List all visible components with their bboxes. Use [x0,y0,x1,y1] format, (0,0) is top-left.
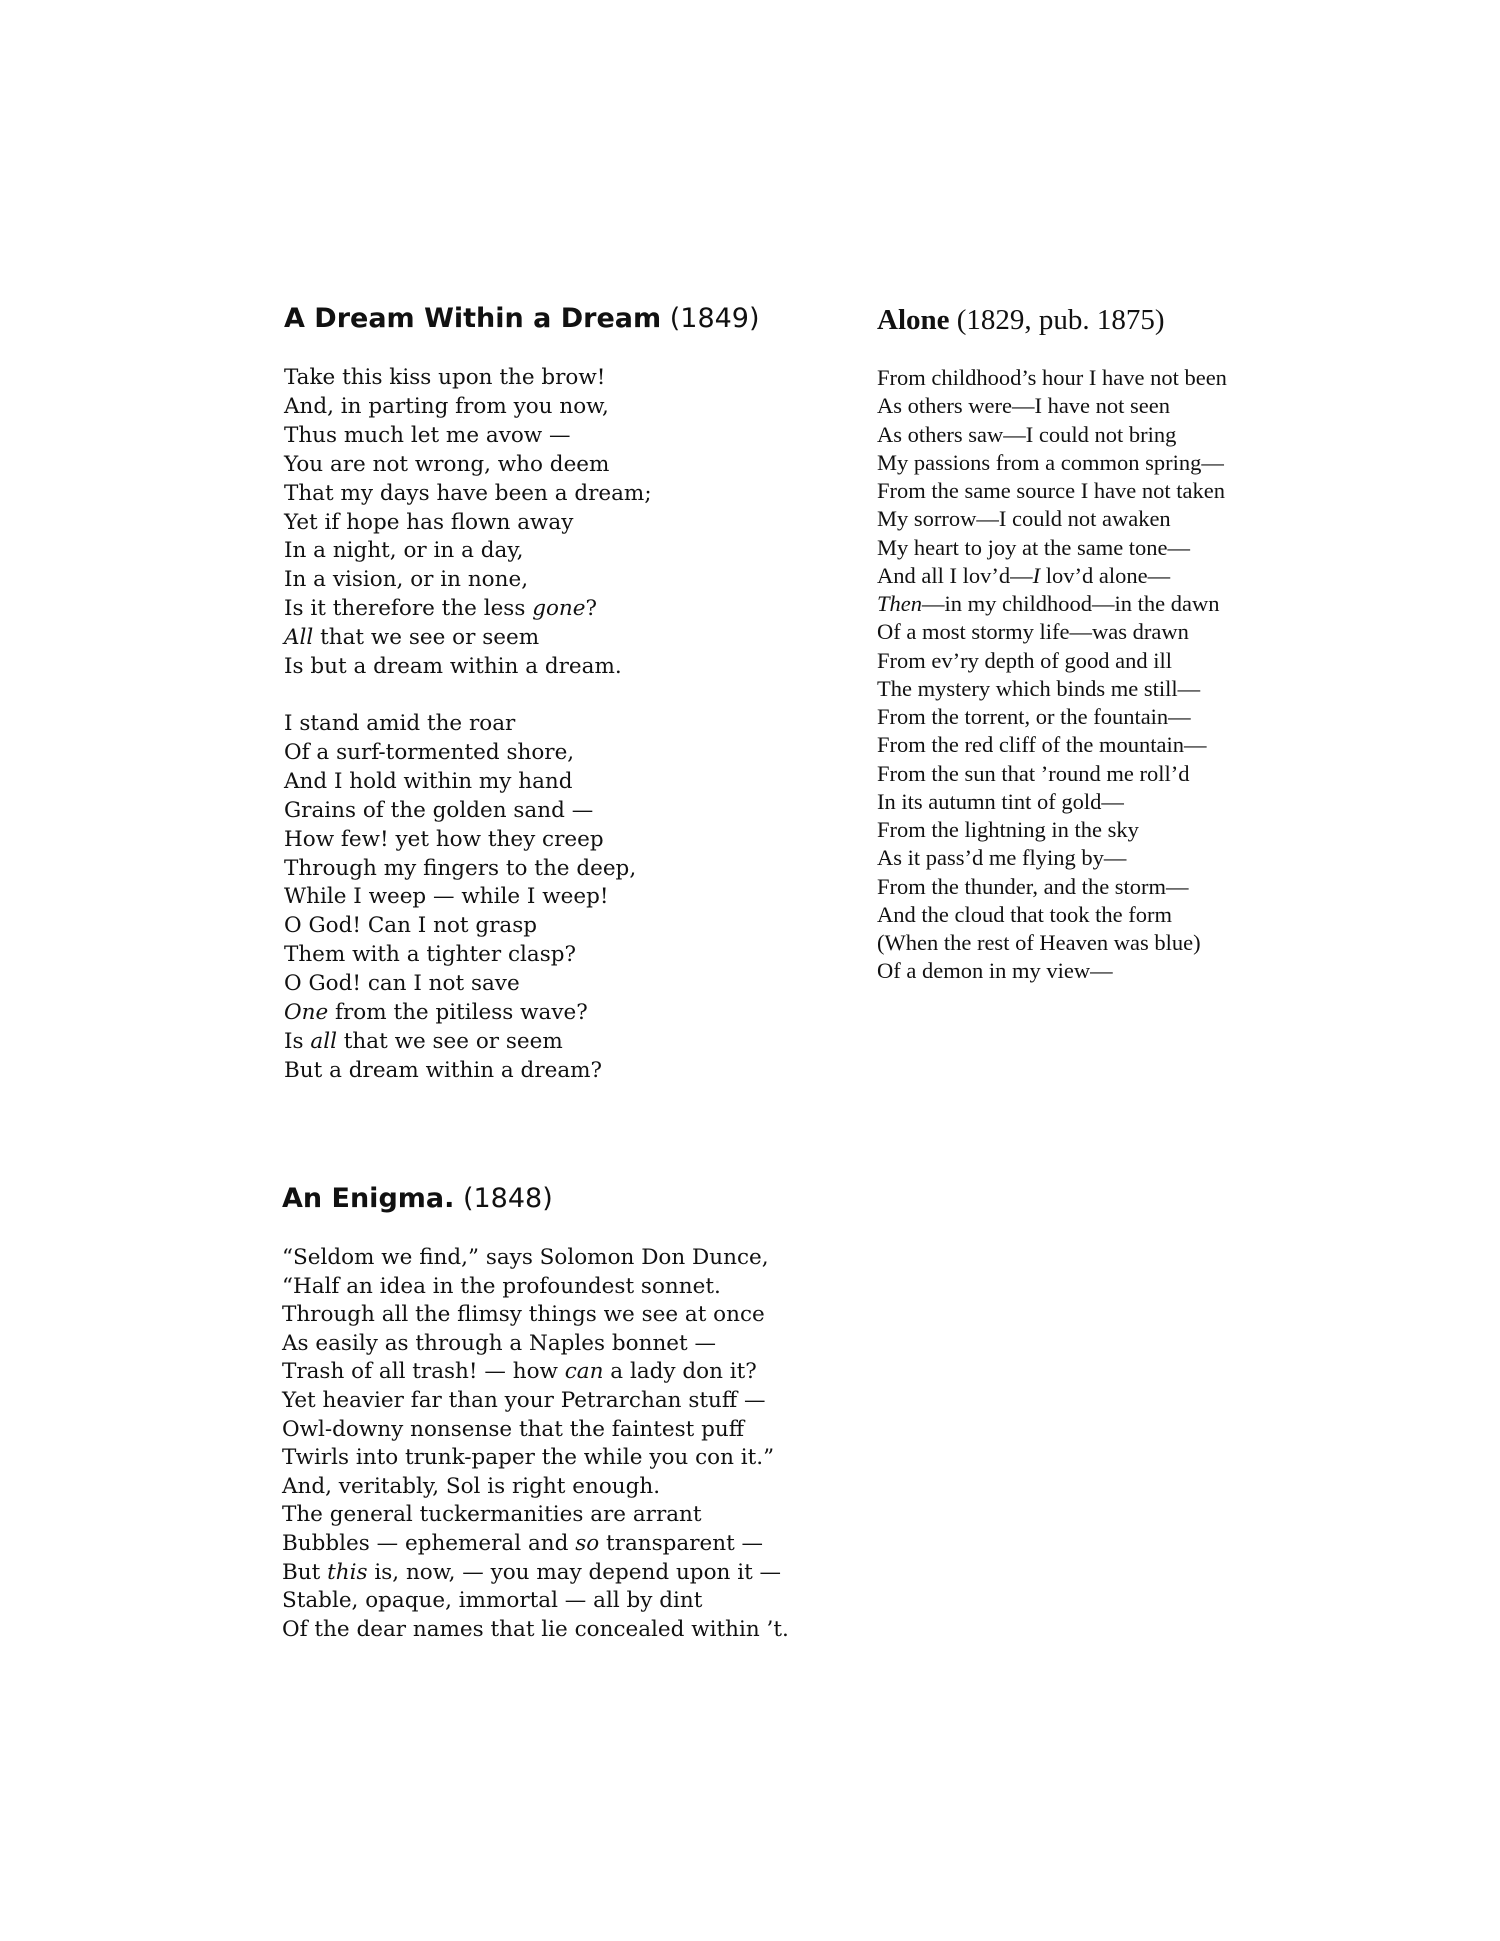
poem-alone [877,300,1437,986]
poem-line: Then—in my childhood—in the dawn [877,591,1220,616]
italic-text: gone [532,596,586,622]
poem-line: One from the pitiless wave? [284,1000,588,1026]
poem-line: My sorrow—I could not awaken [877,506,1171,532]
italic-text: I [1032,562,1041,588]
poem-line: Stable, opaque, immortal — all by dint [282,1588,703,1614]
poem-line: As others saw—I could not bring [877,421,1177,447]
poem-line: Bubbles — ephemeral and so transparent — [282,1530,764,1556]
poem-a-dream-within-a-dream [284,300,844,1086]
italic-text: so [575,1530,600,1556]
poem-line: I stand amid the roar [284,710,516,736]
poem-line: How few! yet how they creep [284,826,604,852]
poem-line: That my days have been a dream; [284,480,652,506]
poem-line: Is but a dream within a dream. [284,654,622,680]
poem-line: Yet heavier far than your Petrarchan stuff — [282,1387,766,1413]
poem-line: (When the rest of Heaven was blue) [877,930,1201,955]
poem-line: As it pass’d me flying by— [877,845,1127,871]
poem-line: All that we see or seem [284,625,540,651]
poem-line: From the lightning in the sky [877,817,1139,842]
poem-line: Owl-downy nonsense that the faintest puff [282,1416,745,1442]
poem-line: In a night, or in a day, [284,538,524,564]
poem-title [877,300,1437,340]
poem-title-name: A Dream Within a Dream [284,303,662,334]
poem-line: And the cloud that took the form [877,901,1172,927]
poem-line: My passions from a common spring— [877,449,1224,475]
italic-text: can [564,1359,604,1385]
poem-line: Grains of the golden sand — [284,797,594,823]
poem-line: Yet if hope has flown away [284,509,574,535]
italic-text: all [310,1028,337,1054]
poem-line: Thus much let me avow — [284,422,571,448]
poem-line: Through all the flimsy things we see at once [282,1302,765,1328]
poem-line: The mystery which binds me still— [877,675,1201,701]
poem-an-enigma [282,1180,902,1644]
poem-line: The general tuckermanities are arrant [282,1502,702,1528]
poem-line: Them with a tighter clasp? [284,942,577,968]
poem-line: While I weep — while I weep! [284,884,609,910]
poem-line: From the same source I have not taken [877,478,1226,503]
italic-text: All [284,625,314,651]
poem-line: From the red cliff of the mountain— [877,732,1207,758]
italic-text: Then [877,591,922,616]
poem-line: Of a most stormy life—was drawn [877,619,1189,645]
poem-body [877,364,1437,986]
poem-line: O God! Can I not grasp [284,913,538,939]
poem-line: As others were—I have not seen [877,393,1171,419]
poem-title-date: (1829, pub. 1875) [949,304,1165,336]
poem-line: From ev’ry depth of good and ill [877,647,1172,673]
poem-line: But a dream within a dream? [284,1057,603,1083]
poem-line: And I hold within my hand [284,768,573,794]
poem-line: Is it therefore the less gone? [284,596,598,622]
poem-line: Of a surf-tormented shore, [284,739,575,765]
poem-line: And, in parting from you now, [284,393,609,419]
poem-title-date: (1848) [454,1183,553,1214]
poem-title-name: Alone [877,304,950,336]
poem-line: From the torrent, or the fountain— [877,704,1191,729]
poem-line: But this is, now, — you may depend upon it — [282,1559,782,1585]
poem-line: From the thunder, and the storm— [877,873,1189,899]
poem-title-name: An Enigma. [282,1183,455,1214]
stanza [877,364,1437,986]
poem-title [284,300,844,338]
poem-line: From the sun that ’round me roll’d [877,760,1190,786]
poem-body [284,364,844,1086]
poem-line: You are not wrong, who deem [284,451,610,477]
poem-line: Trash of all trash! — how can a lady don it? [282,1359,757,1385]
italic-text: One [284,1000,329,1026]
stanza [282,1244,902,1644]
italic-text: this [327,1559,368,1585]
poem-line: Take this kiss upon the brow! [284,365,606,390]
poem-line: Is all that we see or seem [284,1028,563,1054]
poem-line: From childhood’s hour I have not been [877,365,1227,390]
poem-line: In a vision, or in none, [284,567,529,593]
poem-line: Of the dear names that lie concealed within ’t. [282,1616,789,1642]
poem-line: Through my fingers to the deep, [284,855,637,881]
poem-line: And, veritably, Sol is right enough. [282,1473,661,1499]
poem-body [282,1244,902,1644]
poem-title [282,1180,902,1218]
poem-line: O God! can I not save [284,971,520,997]
poem-line: “Half an idea in the profoundest sonnet. [282,1273,721,1299]
poem-line: Of a demon in my view— [877,958,1113,984]
poem-line: “Seldom we find,” says Solomon Don Dunce, [282,1245,769,1270]
poem-line: Twirls into trunk-paper the while you con it.” [282,1445,775,1471]
poem-title-date: (1849) [661,303,760,334]
poem-line: And all I lov’d—I lov’d alone— [877,562,1171,588]
stanza [284,710,844,1086]
poem-line: My heart to joy at the same tone— [877,534,1191,560]
stanza [284,364,844,682]
poem-line: In its autumn tint of gold— [877,788,1124,814]
poem-line: As easily as through a Naples bonnet — [282,1330,716,1356]
